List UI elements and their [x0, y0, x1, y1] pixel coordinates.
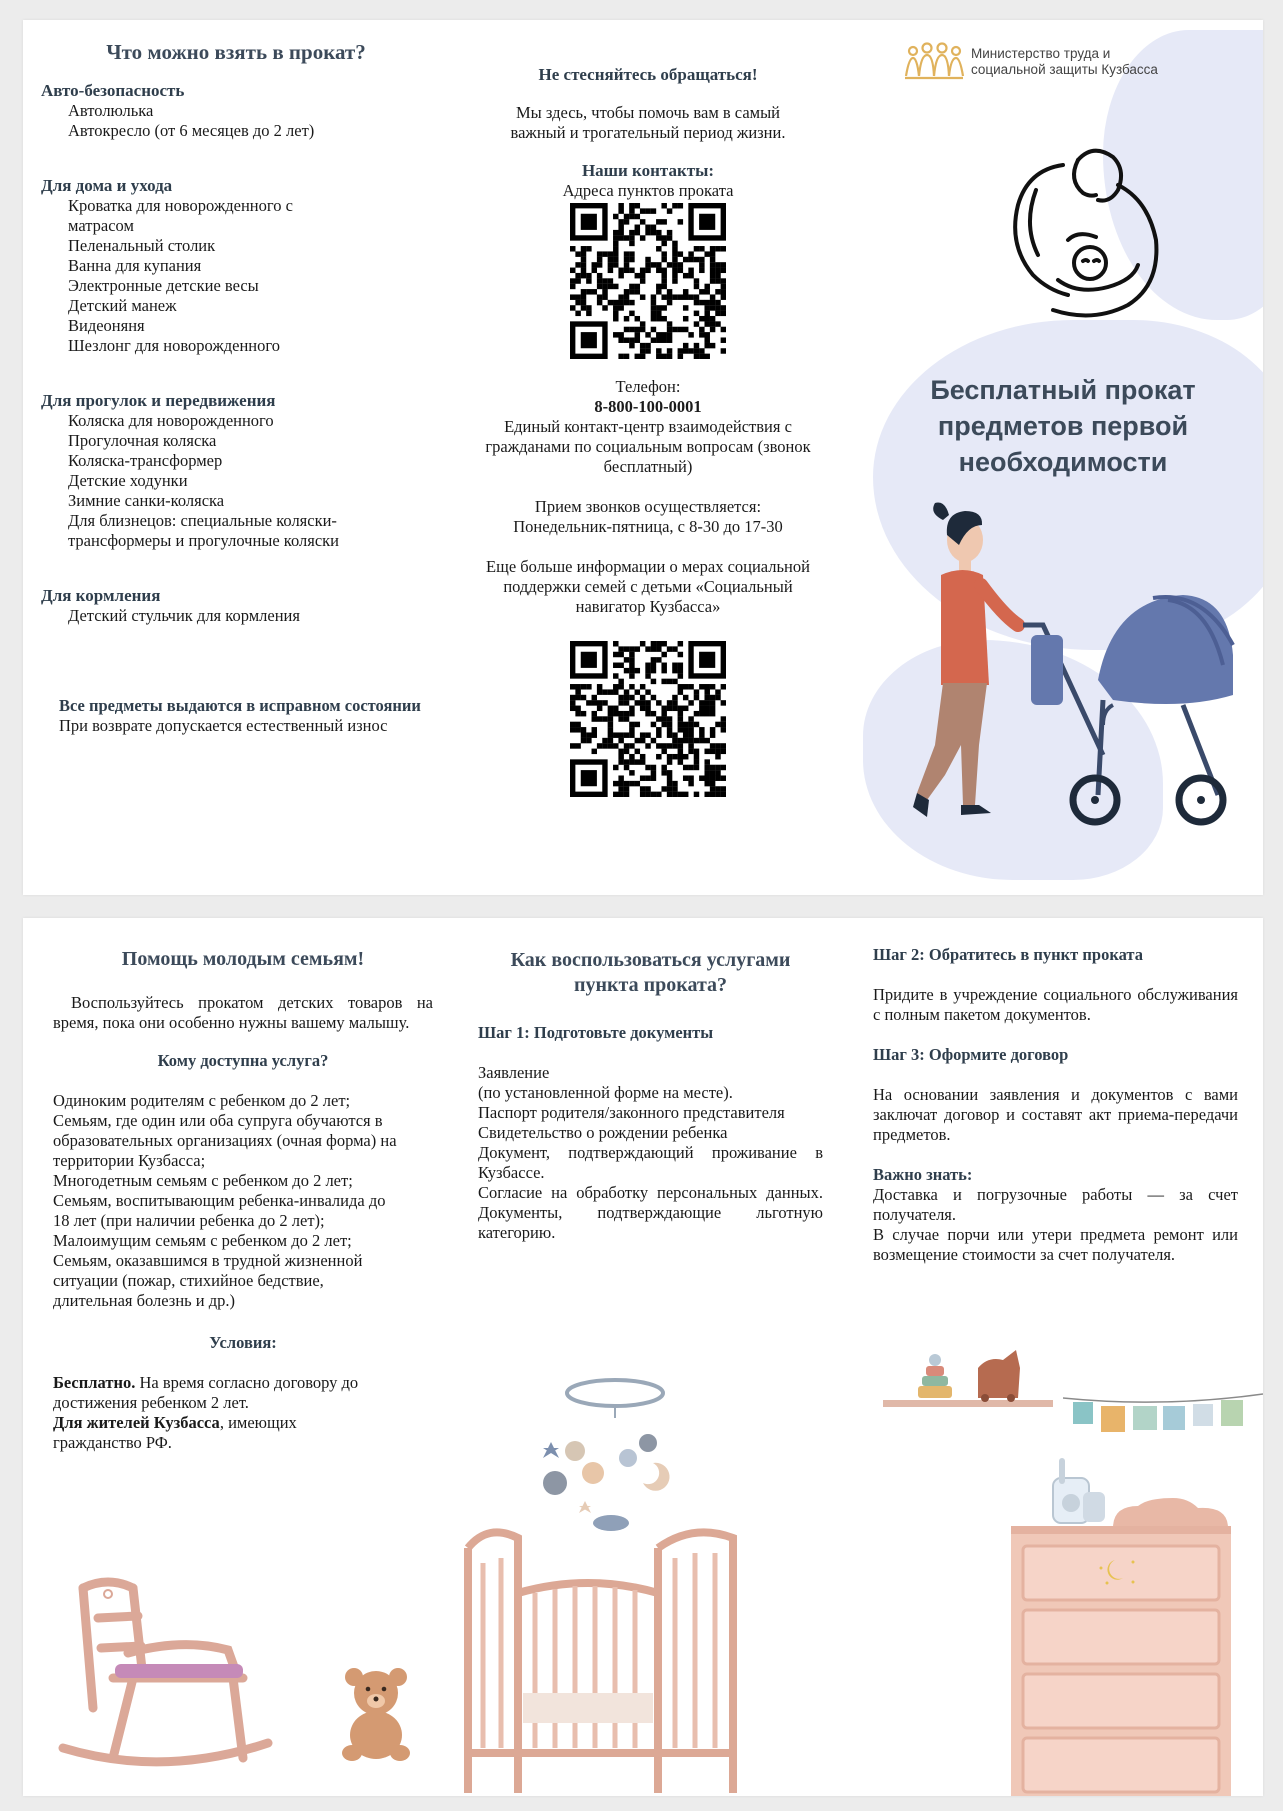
list-item: Коляска для новорожденного [68, 411, 274, 430]
contacts-heading: Наши контакты: [581, 161, 715, 180]
panel-title: Помощь молодым семьям! [121, 948, 365, 970]
intro-text: Воспользуйтесь прокатом детских товаров на время, пока они особенно нужны вашему малышу. [53, 993, 433, 1032]
list-item: Многодетным семьям с ребенком до 2 лет; [53, 1171, 353, 1190]
condition-residents-bold: Для жителей Кузбасса [53, 1413, 220, 1432]
qr-code-addresses[interactable] [570, 203, 726, 359]
step2-text: Придите в учреждение социального обслуживания с полным пакетом документов. [873, 985, 1238, 1024]
family-logo-icon [903, 42, 965, 82]
section-walks [41, 391, 431, 551]
condition-residents-text: , имеющих гражданство РФ. [53, 1413, 297, 1452]
toy-shelf-illustration [878, 1338, 1078, 1418]
cover-title-line: предметов первой [937, 411, 1189, 441]
list-item: Заявление [478, 1063, 550, 1082]
list-item: Доставка и погрузочные работы — за счет получателя. [873, 1185, 1238, 1224]
eligibility-list [53, 1091, 433, 1311]
list-item: Детские ходунки [68, 471, 188, 490]
panel-title: Как воспользоваться услугами пункта проката? [510, 949, 791, 996]
list-item: Зимние санки-коляска [68, 491, 225, 510]
condition-free-text: На время согласно договору до достижения ребенком 2 лет. [53, 1373, 359, 1412]
rocking-chair-illustration [53, 1568, 283, 1778]
brochure-outer-side [23, 20, 1263, 895]
phone-label: Телефон: [615, 377, 681, 396]
list-item: Малоимущим семьям с ребенком до 2 лет; [53, 1231, 352, 1250]
list-item: Детский стульчик для кормления [68, 606, 300, 625]
note-text: При возврате допускается естественный износ [59, 716, 388, 735]
step1-heading: Шаг 1: Подготовьте документы [478, 1023, 714, 1042]
important-heading: Важно знать: [873, 1165, 973, 1184]
note-heading: Все предметы выдаются в исправном состоянии [59, 696, 421, 715]
hours-value: Понедельник-пятница, с 8-30 до 17-30 [513, 517, 783, 536]
step3-heading: Шаг 3: Оформите договор [873, 1045, 1069, 1064]
cover-title-line: необходимости [958, 447, 1168, 477]
list-item: Кроватка для новорожденного с матрасом [68, 196, 293, 235]
panel-title: Что можно взять в прокат? [106, 40, 366, 64]
section-auto [41, 81, 431, 141]
list-item: Шезлонг для новорожденного [68, 336, 280, 355]
list-item: Согласие на обработку персональных данных. Документы, подтверждающие льготную категорию. [478, 1183, 823, 1242]
list-item: В случае порчи или утери предмета ремонт или возмещение стоимости за счет получателя. [873, 1225, 1238, 1264]
contacts-subtitle: Адреса пунктов проката [562, 181, 734, 200]
teddy-bear-illustration [338, 1663, 418, 1763]
ministry-logo [903, 42, 1158, 82]
list-item: Ванна для купания [68, 256, 202, 275]
hours-label: Прием звонков осуществляется: [534, 497, 762, 516]
list-item: Для близнецов: специальные коляски-трансформеры и прогулочные коляски [68, 511, 340, 550]
list-item: Свидетельство о рождении ребенка [478, 1123, 728, 1142]
documents-list [478, 1063, 823, 1243]
phone-number[interactable]: 8-800-100-0001 [594, 397, 702, 416]
more-info-text: Еще больше информации о мерах социальной поддержки семей с детьми «Социальный навигатор Кузбасса» [486, 557, 810, 616]
step2-heading: Шаг 2: Обратитесь в пункт проката [873, 945, 1143, 964]
list-item: (по установленной форме на месте). [478, 1083, 733, 1102]
list-item: Прогулочная коляска [68, 431, 217, 450]
condition-note [41, 696, 431, 736]
condition-residents [53, 1413, 353, 1453]
step3-text: На основании заявления и документов с вами заключат договор и составят акт приема-передачи предметов. [873, 1085, 1238, 1144]
list-item: Семьям, где один или оба супруга обучаются в образовательных организациях (очная форма) на территории Кузбасса; [53, 1111, 397, 1170]
list-item: Паспорт родителя/законного представителя [478, 1103, 785, 1122]
dresser-illustration [983, 1458, 1263, 1796]
ministry-name-line2: социальной защиты Кузбасса [971, 62, 1158, 77]
who-heading: Кому доступна услуга? [157, 1051, 329, 1070]
condition-free [53, 1373, 403, 1413]
list-item: Детский манеж [68, 296, 177, 315]
list-item: Документ, подтверждающий проживание в Кузбассе. [478, 1143, 823, 1182]
qr-code-social-navigator[interactable] [570, 641, 726, 797]
condition-free-bold: Бесплатно. [53, 1373, 136, 1392]
list-item: Автокресло (от 6 месяцев до 2 лет) [68, 121, 315, 140]
cover-title-line: Бесплатный прокат [930, 375, 1196, 405]
list-item: Семьям, оказавшимся в трудной жизненной ситуации (пожар, стихийное бедствие, длительная болезнь и др.) [53, 1251, 363, 1310]
contact-center-description: Единый контакт-центр взаимодействия с гражданами по социальным вопросам (звонок бесплатный) [485, 417, 811, 476]
list-item: Автолюлька [68, 101, 154, 120]
woman-with-stroller-illustration [883, 495, 1253, 895]
crib-and-mobile-illustration [443, 1373, 773, 1796]
conditions-heading: Условия: [209, 1333, 277, 1352]
panel-contacts [478, 20, 818, 895]
contacts-panel-heading: Не стесняйтесь обращаться! [538, 65, 758, 84]
cover-title [863, 372, 1263, 480]
panel-cover [863, 20, 1263, 895]
list-item: Пеленальный столик [68, 236, 216, 255]
panel-rental-items [41, 20, 431, 895]
section-heading: Для кормления [41, 586, 161, 605]
section-heading: Для дома и ухода [41, 176, 173, 195]
list-item: Электронные детские весы [68, 276, 259, 295]
section-feeding [41, 586, 431, 626]
list-item: Видеоняня [68, 316, 145, 335]
mother-and-baby-icon [998, 145, 1173, 325]
section-home [41, 176, 431, 356]
ministry-name-line1: Министерство труда и [971, 46, 1111, 61]
intro-text: Мы здесь, чтобы помочь вам в самый важный и трогательный период жизни. [510, 103, 786, 142]
list-item: Семьям, воспитывающим ребенка-инвалида до 18 лет (при наличии ребенка до 2 лет); [53, 1191, 386, 1230]
list-item: Коляска-трансформер [68, 451, 223, 470]
list-item: Одиноким родителям с ребенком до 2 лет; [53, 1091, 351, 1110]
brochure-inner-side [23, 918, 1263, 1796]
clothesline-garland-illustration [1063, 1388, 1263, 1458]
section-heading: Авто-безопасность [41, 81, 185, 100]
section-heading: Для прогулок и передвижения [41, 391, 276, 410]
